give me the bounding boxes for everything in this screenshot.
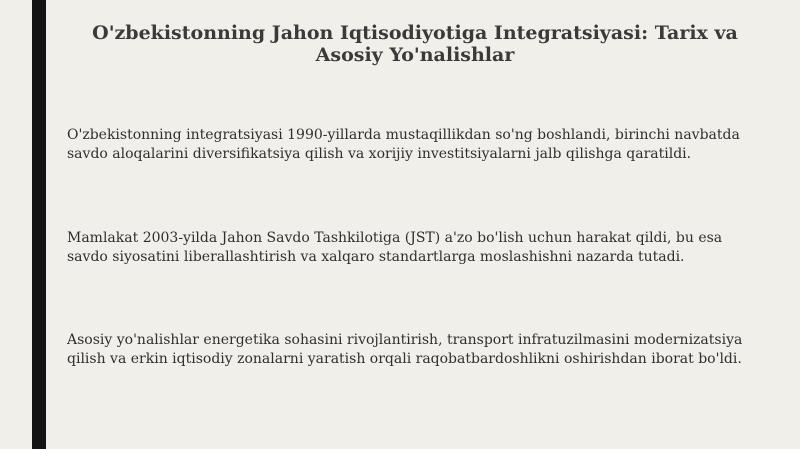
paragraph-history: O'zbekistonning integratsiyasi 1990-yillarda mustaqillikdan so'ng boshlandi, birinchi navbatda savdo aloqalarini diversifikatsiya qilish va xorijiy investitsiyalarni jalb qilishga qaratildi.: [67, 127, 740, 162]
paragraph-wto: Mamlakat 2003-yilda Jahon Savdo Tashkilotiga (JST) a'zo bo'lish uchun harakat qildi, bu esa savdo siyosatini liberallashtirish va xalqaro standartlarga moslashishni nazarda tutadi.: [67, 230, 723, 265]
slide-title: O'zbekistonning Jahon Iqtisodiyotiga Integratsiyasi: Tarix va Asosiy Yo'nalishlar: [92, 22, 738, 66]
left-accent-bar: [32, 0, 46, 449]
paragraph-directions: Asosiy yo'nalishlar energetika sohasini rivojlantirish, transport infratuzilmasini modernizatsiya qilish va erkin iqtisodiy zonalarni yaratish orqali raqobatbardoshlikni oshirishdan iborat bo'ldi.: [67, 332, 743, 367]
